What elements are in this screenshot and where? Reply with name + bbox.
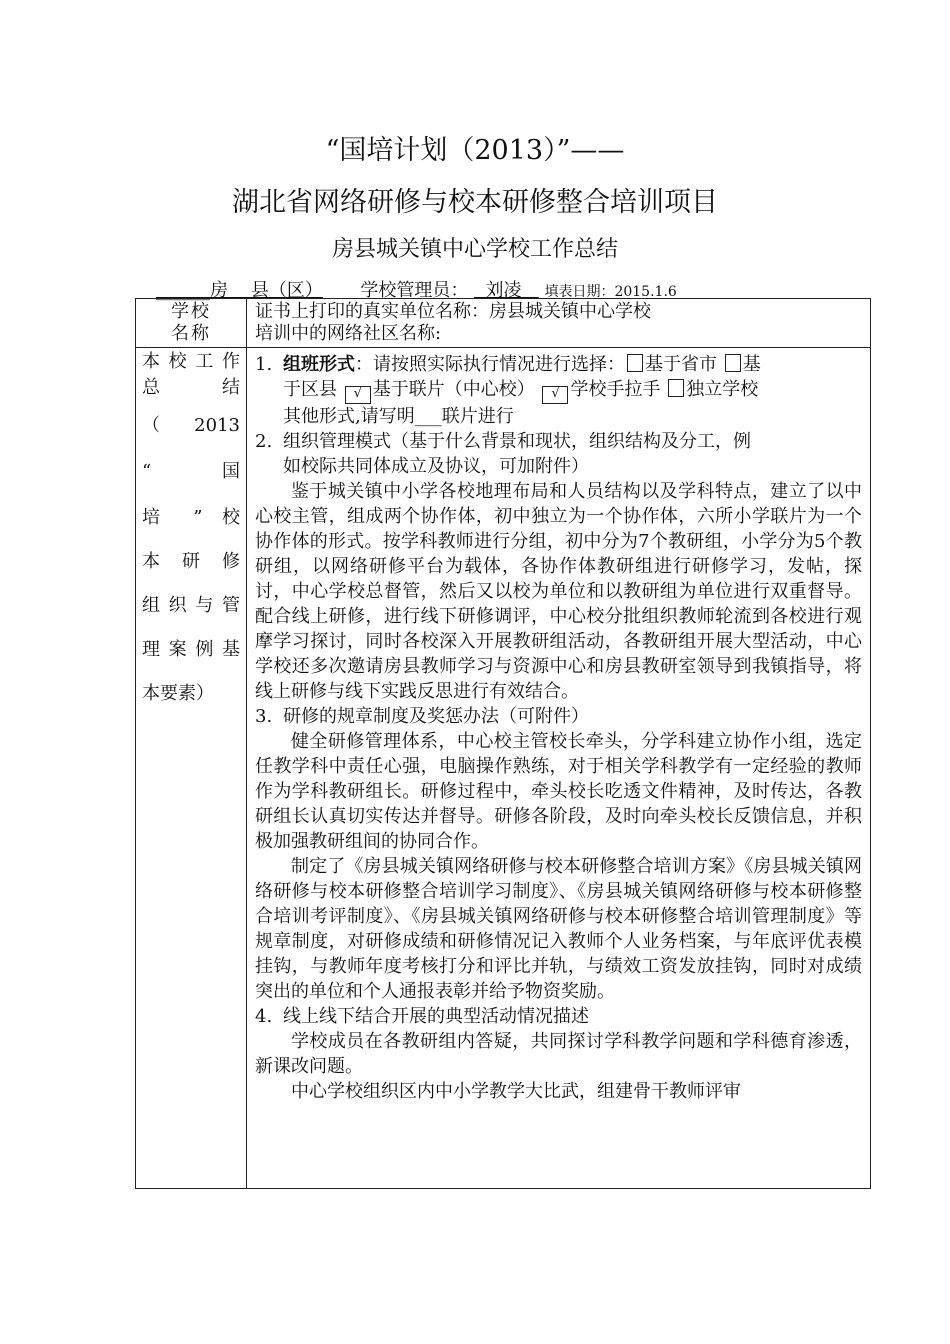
document-title-line2: 湖北省网络研修与校本研修整合培训项目	[232, 187, 718, 218]
checkbox-cluster-checked[interactable]: √	[345, 386, 371, 404]
summary-content: 1. 组班形式：请按照实际执行情况进行选择： 基于省市 基 于区县 √ 基于联片（中心校） √ 学校手拉手 独立学校 其他形式,请写明___联片进行 2. 组织管理模式（基于什么背景和现状，组织结构及分工，例 如校际共同体成立及协议，可加附件） 鉴于城关镇中小学各校地理布局和人员结构以及学科特点，建立了以中心校主管，组成两个协作体，初中独立为一个协作体，六所小学联片为一个协作体的形式。按学科教师进行分组，初中分为7个教研组，小学分为5个教研组，以网络研修平台为载体，各协作体教研组进行研修学习，发帖，探讨，中心学校总督管，然后又以校为单位和以教研组为单位进行双重督导。配合线上研修，进行线下研修调评，中心校分批组织教师轮流到各校进行观摩学习探讨，同时各校深入开展教研组活动，各教研组开展大型活动，中心学校还多次邀请房县教师学习与资源中心和房县教研室领导到我镇指导，将线上研修与线下实践反思进行有效结合。 3. 研修的规章制度及奖惩办法（可附件） 健全研修管理体系，中心校主管校长牵头，分学科建立协作小组，选定任教学科中责任心强，电脑操作熟练，对于相关学科教学有一定经验的教师作为学科教研组长。研修过程中，牵头校长吃透文件精神，及时传达，各教研组长认真切实传达并督导。研修各阶段，及时向牵头校长反馈信息，并积极加强教研组间的协同合作。 制定了《房县城关镇网络研修与校本研修整合培训方案》《房县城关镇网络研修与校本研修整合培训学习制度》、《房县城关镇网络研修与校本研修整合培训考评制度》、《房县城关镇网络研修与校本研修整合培训管理制度》等规章制度，对研修成绩和研修情况记入教师个人业务档案，与年底评优表模挂钩，与教师年度考核打分和评比并轨，与绩效工资发放挂钩，同时对成绩突出的单位和个人通报表彰并给予物资奖励。 4. 线上线下结合开展的典型活动情况描述 学校成员在各教研组内答疑，共同探讨学科教学问题和学科德育渗透，新课改问题。 中心学校组织区内中小学教学大比武，组建骨干教师评审	[247, 348, 871, 1189]
item-3-paragraph-2: 制定了《房县城关镇网络研修与校本研修整合培训方案》《房县城关镇网络研修与校本研修整合培训学习制度》、《房县城关镇网络研修与校本研修整合培训考评制度》、《房县城关镇网络研修与校本研修整合培训管理制度》等规章制度，对研修成绩和研修情况记入教师个人业务档案，与年底评优表模挂钩，与教师年度考核打分和评比并轨，与绩效工资发放挂钩，同时对成绩突出的单位和个人通报表彰并给予物资奖励。	[255, 856, 862, 1002]
item-1: 1. 组班形式：请按照实际执行情况进行选择： 基于省市 基	[255, 354, 761, 375]
item-2-paragraph: 鉴于城关镇中小学各校地理布局和人员结构以及学科特点，建立了以中心校主管，组成两个协作体，初中独立为一个协作体，六所小学联片为一个协作体的形式。按学科教师进行分组，初中分为7个教研组，小学分为5个教研组，以网络研修平台为载体，各协作体教研组进行研修学习，发帖，探讨，中心学校总督管，然后又以校为单位和以教研组为单位进行双重督导。配合线上研修，进行线下研修调评，中心校分批组织教师轮流到各校进行观摩学习探讨，同时各校深入开展教研组活动，各教研组开展大型活动，中心学校还多次邀请房县教师学习与资源中心和房县教研室领导到我镇指导，将线上研修与线下实践反思进行有效结合。	[255, 481, 862, 702]
school-name-label: 学校 名称	[136, 299, 247, 348]
community-name: 培训中的网络社区名称:	[255, 323, 442, 344]
manager-name: 刘凌	[485, 280, 522, 301]
county-blank: ______	[156, 280, 210, 301]
checkbox-hand-in-hand-checked[interactable]: √	[542, 386, 568, 404]
document-subtitle: 房县城关镇中心学校工作总结	[331, 237, 618, 262]
checkbox-province[interactable]	[627, 354, 643, 372]
item-4-paragraph-1: 学校成员在各教研组内答疑，共同探讨学科教学问题和学科德育渗透，新课改问题。	[255, 1031, 862, 1077]
checkbox-county[interactable]	[725, 354, 741, 372]
item-4: 4. 线上线下结合开展的典型活动情况描述	[255, 1006, 589, 1027]
checkbox-independent[interactable]	[668, 379, 684, 397]
county-field: 房 县（区）	[210, 280, 323, 301]
school-name-row	[136, 299, 871, 348]
document-title-line1: “国培计划（2013）”——	[325, 135, 625, 166]
cert-name: 证书上打印的真实单位名称：房县城关镇中心学校	[255, 301, 651, 322]
item-4-paragraph-2: 中心学校组织区内中小学教学大比武，组建骨干教师评审	[291, 1081, 741, 1102]
other-form-value: 联片进行	[441, 406, 514, 427]
item-3-paragraph-1: 健全研修管理体系，中心校主管校长牵头，分学科建立协作小组，选定任教学科中责任心强，电脑操作熟练，对于相关学科教学有一定经验的教师作为学科教研组长。研修过程中，牵头校长吃透文件精神，及时传达，各教研组长认真切实传达并督导。研修各阶段，及时向牵头校长反馈信息，并积极加强教研组间的协同合作。	[255, 731, 862, 852]
school-name-cell	[247, 299, 871, 348]
summary-label: 本校工作 总 结 （ 2013 “ 国 培 ” 校 本 研 修 组织与管 理案例基 本要素）	[136, 348, 247, 1189]
item-2: 2. 组织管理模式（基于什么背景和现状，组织结构及分工，例	[255, 431, 751, 452]
fill-date: 填表日期：2015.1.6	[544, 284, 677, 300]
summary-table	[135, 298, 871, 1189]
manager-label: 学校管理员：	[360, 280, 469, 301]
item-3: 3. 研修的规章制度及奖惩办法（可附件）	[255, 706, 589, 727]
summary-row	[136, 348, 871, 1189]
